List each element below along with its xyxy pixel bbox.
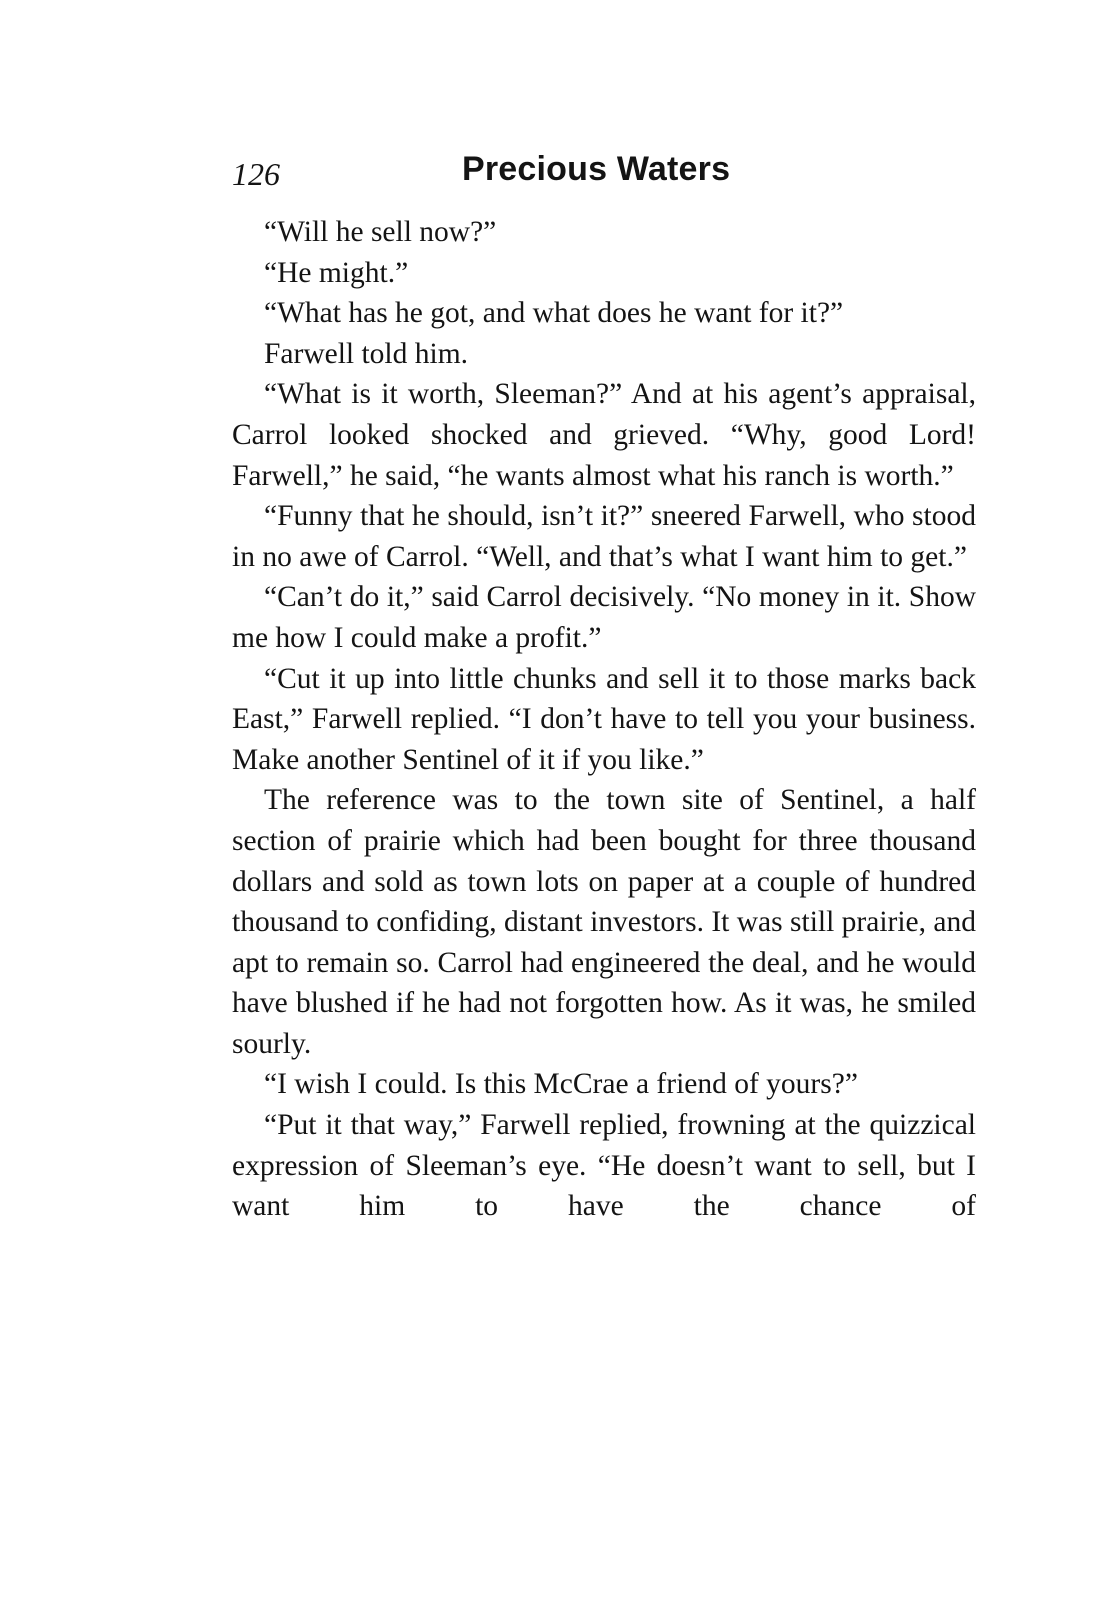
paragraph-11: “Put it that way,” Farwell replied, frowning at the quizzical expression of Sleeman’s eye. “He doesn’t want to sell, but I want him to have the chance of (232, 1109, 976, 1223)
body-text (232, 212, 976, 1227)
page-number: 126 (232, 156, 280, 192)
paragraph-2: “He might.” (264, 256, 409, 289)
paragraph-7: “Can’t do it,” said Carrol decisively. “No money in it. Show me how I could make a profit.” (232, 581, 976, 654)
paragraph-6: “Funny that he should, isn’t it?” sneered Farwell, who stood in no awe of Carrol. “Well, and that’s what I want him to get.” (232, 500, 976, 573)
running-title: Precious Waters (462, 150, 731, 188)
paragraph-9: The reference was to the town site of Sentinel, a half section of prairie which had been bought for three thousand dollars and sold as town lots on paper at a couple of hundred thousand to confiding, distant investors. It was still prairie, and apt to remain so. Carrol had engineered the deal, and he would have blushed if he had not forgotten how. As it was, he smiled sourly. (232, 784, 976, 1060)
paragraph-1: “Will he sell now?” (264, 216, 497, 248)
paragraph-8: “Cut it up into little chunks and sell it to those marks back East,” Farwell replied. “I don’t have to tell you your business. Make another Sentinel of it if you like.” (232, 662, 976, 776)
paragraph-3: “What has he got, and what does he want for it?” (264, 297, 844, 330)
paragraph-5: “What is it worth, Sleeman?” And at his agent’s appraisal, Carrol looked shocked and grieved. “Why, good Lord! Farwell,” he said, “he wants almost what his ranch is worth.” (232, 378, 976, 492)
page-header (232, 150, 976, 200)
paragraph-4: Farwell told him. (264, 337, 469, 370)
paragraph-10: “I wish I could. Is this McCrae a friend of yours?” (264, 1068, 858, 1101)
